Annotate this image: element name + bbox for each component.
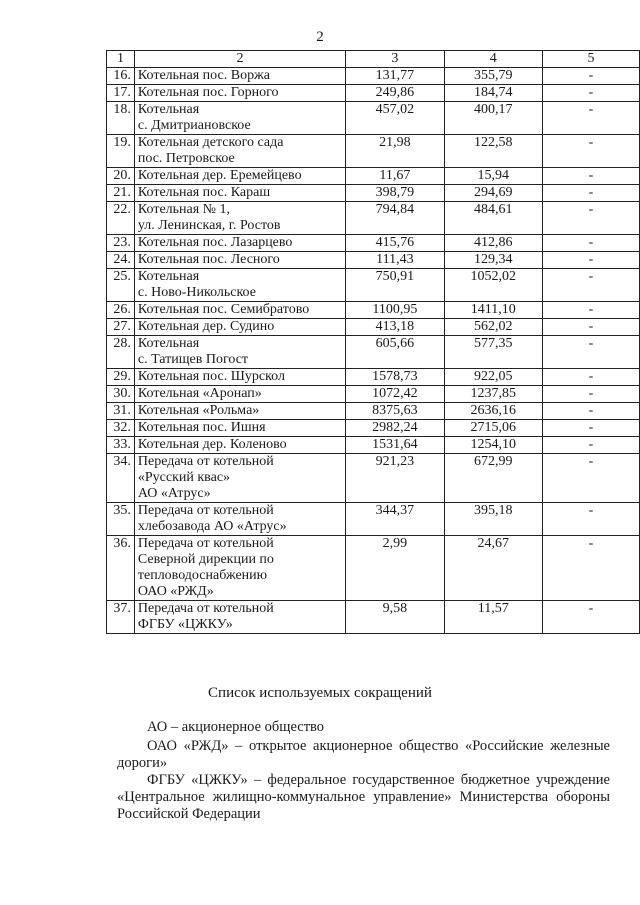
value-col3: 1578,73 — [346, 369, 444, 386]
boiler-name-line: ОАО «РЖД» — [137, 584, 214, 599]
value-col3: 605,66 — [346, 336, 444, 369]
value-col4: 400,17 — [444, 102, 542, 135]
abbreviation-text: ОАО «РЖД» – открытое акционерное общество «Российские железные дороги» — [117, 738, 610, 771]
boiler-name — [134, 319, 345, 336]
row-number: 24. — [107, 252, 135, 269]
table-row — [107, 85, 640, 102]
value-col5: - — [542, 369, 639, 386]
boiler-name-line: Котельная пос. Лазарцево — [137, 235, 293, 250]
value-col5: - — [542, 235, 639, 252]
boiler-name — [134, 68, 345, 85]
boiler-name-line: с. Дмитриановское — [137, 118, 251, 133]
value-col4: 1237,85 — [444, 386, 542, 403]
value-col4: 562,02 — [444, 319, 542, 336]
value-col3: 921,23 — [346, 454, 444, 503]
boiler-name — [134, 420, 345, 437]
value-col3: 398,79 — [346, 185, 444, 202]
table-row — [107, 102, 640, 135]
column-header: 1 — [107, 51, 135, 68]
table-row — [107, 437, 640, 454]
value-col5: - — [542, 68, 639, 85]
boiler-name — [134, 302, 345, 319]
row-number: 27. — [107, 319, 135, 336]
value-col5: - — [542, 601, 639, 634]
value-col5: - — [542, 336, 639, 369]
boiler-name-line: Передача от котельной — [137, 536, 274, 551]
table-row — [107, 252, 640, 269]
value-col4: 11,57 — [444, 601, 542, 634]
value-col4: 484,61 — [444, 202, 542, 235]
boiler-name-line: ул. Ленинская, г. Ростов — [137, 218, 281, 233]
boiler-name-line: с. Татищев Погост — [137, 352, 249, 367]
value-col5: - — [542, 403, 639, 420]
boiler-name — [134, 85, 345, 102]
boiler-name-line: Котельная детского сада — [137, 135, 284, 150]
abbreviation-item — [117, 719, 610, 736]
boiler-name — [134, 386, 345, 403]
boiler-name-line: Котельная пос. Воржа — [137, 68, 270, 83]
value-col4: 15,94 — [444, 168, 542, 185]
value-col5: - — [542, 252, 639, 269]
value-col3: 9,58 — [346, 601, 444, 634]
value-col3: 1531,64 — [346, 437, 444, 454]
table-row — [107, 68, 640, 85]
table-row — [107, 386, 640, 403]
value-col4: 412,86 — [444, 235, 542, 252]
row-number: 31. — [107, 403, 135, 420]
boiler-name — [134, 403, 345, 420]
boiler-name — [134, 269, 345, 302]
value-col4: 294,69 — [444, 185, 542, 202]
boiler-name-line: Передача от котельной — [137, 601, 274, 616]
value-col4: 922,05 — [444, 369, 542, 386]
abbreviation-text: ФГБУ «ЦЖКУ» – федеральное государственное бюджетное учреждение «Центральное жилищно-коммунальное управление» Министерства обороны Российской Федерации — [117, 772, 610, 822]
value-col4: 355,79 — [444, 68, 542, 85]
boiler-name — [134, 369, 345, 386]
boiler-name-line: Котельная пос. Караш — [137, 185, 271, 200]
boiler-name-line: Котельная пос. Лесного — [137, 252, 280, 267]
row-number: 16. — [107, 68, 135, 85]
boiler-name — [134, 135, 345, 168]
value-col5: - — [542, 319, 639, 336]
table-row — [107, 420, 640, 437]
boiler-name-line: Котельная — [137, 336, 200, 351]
value-col5: - — [542, 135, 639, 168]
column-header: 5 — [542, 51, 639, 68]
value-col4: 2636,16 — [444, 403, 542, 420]
value-col3: 1100,95 — [346, 302, 444, 319]
row-number: 28. — [107, 336, 135, 369]
boiler-name-line: Передача от котельной — [137, 454, 274, 469]
table-row — [107, 202, 640, 235]
abbreviation-text: АО – акционерное общество — [147, 719, 325, 735]
boiler-name-line: Котельная «Рольма» — [137, 403, 260, 418]
value-col5: - — [542, 536, 639, 601]
value-col4: 2715,06 — [444, 420, 542, 437]
table-row — [107, 319, 640, 336]
value-col5: - — [542, 185, 639, 202]
value-col3: 750,91 — [346, 269, 444, 302]
row-number: 32. — [107, 420, 135, 437]
table-row — [107, 503, 640, 536]
boiler-name-line: Котельная дер. Судино — [137, 319, 275, 334]
row-number: 34. — [107, 454, 135, 503]
page-number: 2 — [316, 29, 324, 45]
value-col5: - — [542, 202, 639, 235]
boiler-name — [134, 503, 345, 536]
boiler-name — [134, 601, 345, 634]
boiler-name-line: хлебозавода АО «Атрус» — [137, 519, 287, 534]
table-row — [107, 302, 640, 319]
value-col4: 24,67 — [444, 536, 542, 601]
table-row — [107, 185, 640, 202]
row-number: 18. — [107, 102, 135, 135]
table-row — [107, 235, 640, 252]
boiler-name-line: Котельная — [137, 102, 200, 117]
boiler-name-line: Котельная пос. Шурскол — [137, 369, 285, 384]
abbreviation-item — [117, 738, 610, 772]
value-col3: 1072,42 — [346, 386, 444, 403]
table-row — [107, 403, 640, 420]
boiler-name-line: Котельная пос. Семибратово — [137, 302, 310, 317]
boiler-name-line: пос. Петровское — [137, 151, 235, 166]
value-col3: 8375,63 — [346, 403, 444, 420]
value-col5: - — [542, 503, 639, 536]
table-row — [107, 135, 640, 168]
value-col5: - — [542, 302, 639, 319]
row-number: 26. — [107, 302, 135, 319]
boiler-name-line: Котельная дер. Коленово — [137, 437, 287, 452]
row-number: 19. — [107, 135, 135, 168]
value-col4: 1254,10 — [444, 437, 542, 454]
row-number: 25. — [107, 269, 135, 302]
value-col4: 1052,02 — [444, 269, 542, 302]
table-row — [107, 601, 640, 634]
row-number: 33. — [107, 437, 135, 454]
boiler-name-line: ФГБУ «ЦЖКУ» — [137, 617, 233, 632]
table-header-row — [107, 51, 640, 68]
row-number: 37. — [107, 601, 135, 634]
value-col5: - — [542, 168, 639, 185]
value-col5: - — [542, 454, 639, 503]
value-col3: 413,18 — [346, 319, 444, 336]
value-col3: 794,84 — [346, 202, 444, 235]
value-col3: 11,67 — [346, 168, 444, 185]
boiler-name-line: «Русский квас» — [137, 470, 231, 485]
table-row — [107, 454, 640, 503]
boiler-name-line: Котельная — [137, 269, 200, 284]
boiler-name — [134, 437, 345, 454]
value-col3: 457,02 — [346, 102, 444, 135]
boiler-name-line: тепловодоснабжению — [137, 568, 268, 583]
boiler-name-line: АО «Атрус» — [137, 486, 211, 501]
boiler-name-line: Котельная «Аронап» — [137, 386, 262, 401]
value-col4: 1411,10 — [444, 302, 542, 319]
row-number: 36. — [107, 536, 135, 601]
value-col3: 131,77 — [346, 68, 444, 85]
value-col5: - — [542, 420, 639, 437]
abbreviation-item — [117, 772, 610, 823]
boiler-name — [134, 202, 345, 235]
column-header: 3 — [346, 51, 444, 68]
boiler-name — [134, 536, 345, 601]
boiler-name-line: Котельная пос. Горного — [137, 85, 279, 100]
boiler-name-line: с. Ново-Никольское — [137, 285, 256, 300]
table-row — [107, 269, 640, 302]
boiler-name — [134, 252, 345, 269]
value-col4: 184,74 — [444, 85, 542, 102]
row-number: 22. — [107, 202, 135, 235]
boiler-name — [134, 454, 345, 503]
value-col5: - — [542, 269, 639, 302]
value-col3: 2,99 — [346, 536, 444, 601]
value-col3: 21,98 — [346, 135, 444, 168]
row-number: 29. — [107, 369, 135, 386]
row-number: 23. — [107, 235, 135, 252]
value-col4: 577,35 — [444, 336, 542, 369]
table-row — [107, 336, 640, 369]
row-number: 35. — [107, 503, 135, 536]
column-header: 4 — [444, 51, 542, 68]
table-row — [107, 168, 640, 185]
row-number: 20. — [107, 168, 135, 185]
abbreviations-title: Список используемых сокращений — [208, 685, 432, 701]
boiler-table — [106, 50, 640, 634]
value-col4: 129,34 — [444, 252, 542, 269]
value-col5: - — [542, 85, 639, 102]
row-number: 30. — [107, 386, 135, 403]
boiler-name — [134, 185, 345, 202]
boiler-name — [134, 336, 345, 369]
value-col3: 249,86 — [346, 85, 444, 102]
value-col3: 2982,24 — [346, 420, 444, 437]
value-col4: 122,58 — [444, 135, 542, 168]
value-col3: 111,43 — [346, 252, 444, 269]
boiler-name-line: Котельная пос. Ишня — [137, 420, 266, 435]
value-col3: 415,76 — [346, 235, 444, 252]
table-row — [107, 369, 640, 386]
value-col5: - — [542, 102, 639, 135]
table-row — [107, 536, 640, 601]
value-col4: 672,99 — [444, 454, 542, 503]
row-number: 21. — [107, 185, 135, 202]
row-number: 17. — [107, 85, 135, 102]
boiler-name — [134, 102, 345, 135]
value-col5: - — [542, 386, 639, 403]
boiler-name — [134, 235, 345, 252]
value-col3: 344,37 — [346, 503, 444, 536]
boiler-name — [134, 168, 345, 185]
value-col5: - — [542, 437, 639, 454]
boiler-name-line: Котельная № 1, — [137, 202, 231, 217]
column-header: 2 — [134, 51, 345, 68]
boiler-name-line: Котельная дер. Еремейцево — [137, 168, 302, 183]
boiler-name-line: Передача от котельной — [137, 503, 274, 518]
value-col4: 395,18 — [444, 503, 542, 536]
boiler-name-line: Северной дирекции по — [137, 552, 274, 567]
